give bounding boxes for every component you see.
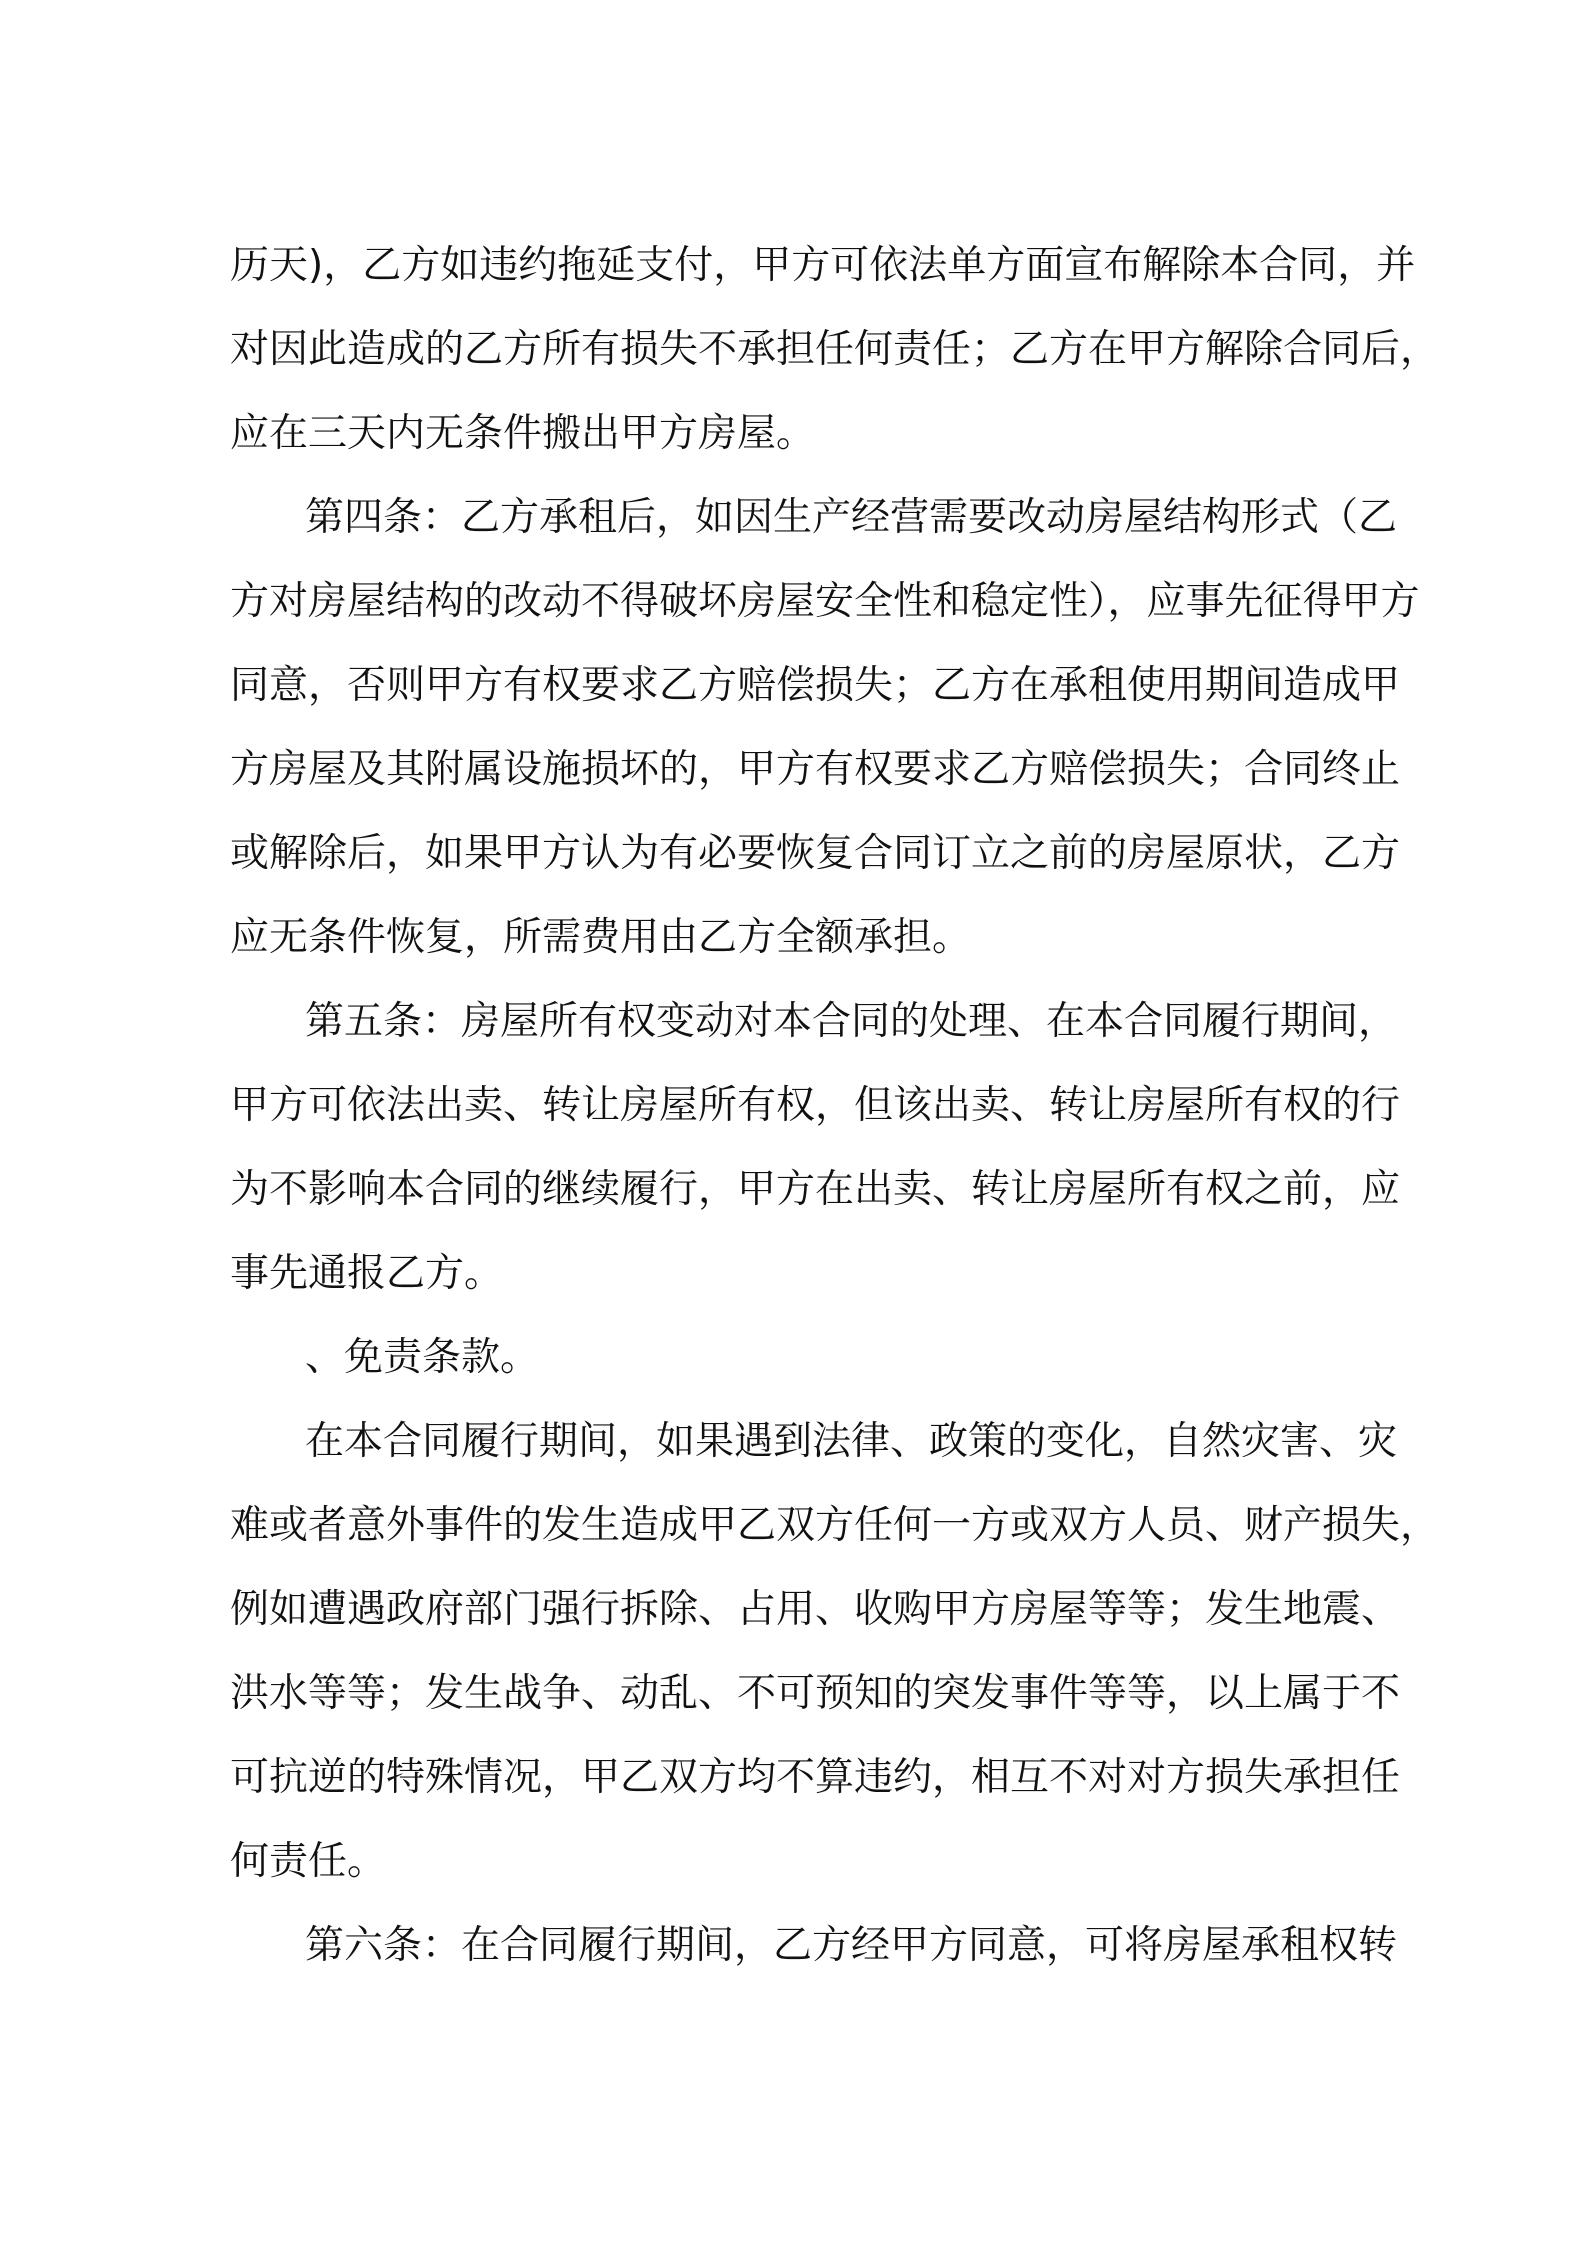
text-line: 事先通报乙方。 — [230, 1251, 504, 1296]
text-line: 或解除后，如果甲方认为有必要恢复合同订立之前的房屋原状，乙方 — [230, 831, 1401, 876]
text-line: 方房屋及其附属设施损坏的，甲方有权要求乙方赔偿损失；合同终止 — [230, 747, 1401, 792]
text-line: 洪水等等；发生战争、动乱、不可预知的突发事件等等，以上属于不 — [230, 1671, 1401, 1716]
text-line: 历天)，乙方如违约拖延支付，甲方可依法单方面宣布解除本合同，并 — [230, 243, 1416, 288]
text-line: 、免责条款。 — [305, 1335, 540, 1380]
text-line: 在本合同履行期间，如果遇到法律、政策的变化，自然灾害、灾 — [305, 1419, 1398, 1464]
text-line: 例如遭遇政府部门强行拆除、占用、收购甲方房屋等等；发生地震、 — [230, 1587, 1401, 1632]
text-line: 方对房屋结构的改动不得破坏房屋安全性和稳定性），应事先征得甲方 — [230, 579, 1420, 624]
text-line: 可抗逆的特殊情况，甲乙双方均不算违约，相互不对对方损失承担任 — [230, 1755, 1401, 1800]
text-line: 应无条件恢复，所需费用由乙方全额承担。 — [230, 915, 972, 960]
text-line: 甲方可依法出卖、转让房屋所有权，但该出卖、转让房屋所有权的行 — [230, 1083, 1401, 1128]
text-line: 同意，否则甲方有权要求乙方赔偿损失；乙方在承租使用期间造成甲 — [230, 663, 1401, 708]
text-line: 为不影响本合同的继续履行，甲方在出卖、转让房屋所有权之前，应 — [230, 1167, 1401, 1212]
text-line: 第六条：在合同履行期间，乙方经甲方同意，可将房屋承租权转 — [305, 1923, 1398, 1968]
text-line: 应在三天内无条件搬出甲方房屋。 — [230, 411, 816, 456]
text-line: 对因此造成的乙方所有损失不承担任何责任；乙方在甲方解除合同后， — [230, 327, 1440, 372]
text-line: 第四条：乙方承租后，如因生产经营需要改动房屋结构形式（乙 — [305, 495, 1398, 540]
text-line: 何责任。 — [230, 1839, 387, 1884]
text-line: 难或者意外事件的发生造成甲乙双方任何一方或双方人员、财产损失， — [230, 1503, 1440, 1548]
text-line: 第五条：房屋所有权变动对本合同的处理、在本合同履行期间， — [305, 999, 1398, 1044]
